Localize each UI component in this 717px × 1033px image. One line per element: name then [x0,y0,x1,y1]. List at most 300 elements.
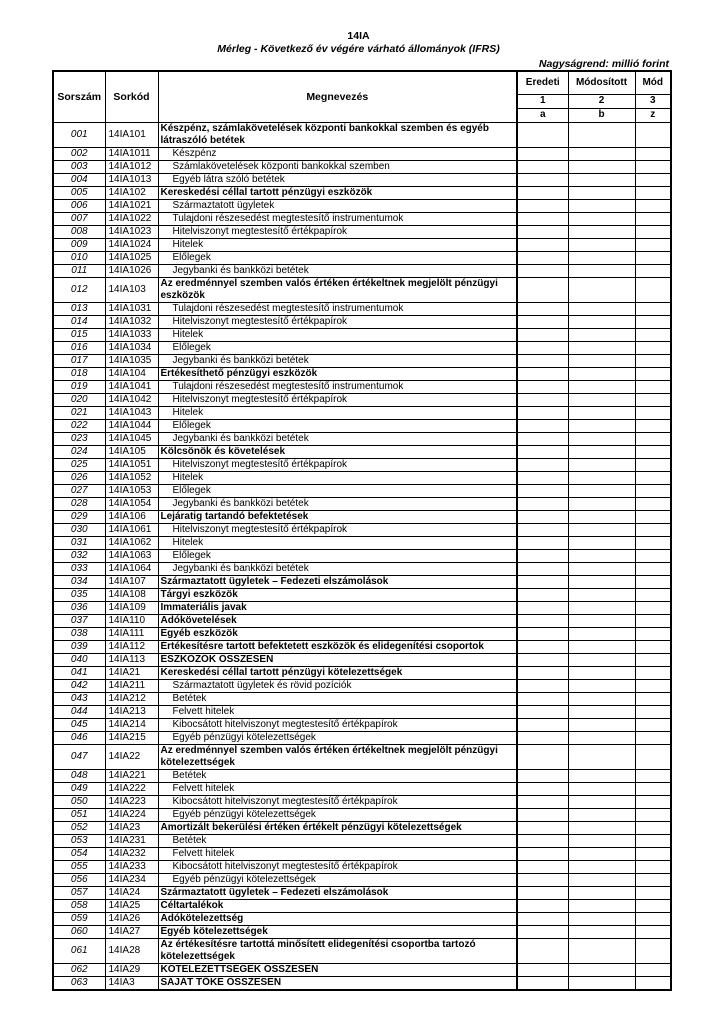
row-eredeti-cell[interactable] [517,667,568,680]
row-modositott-cell[interactable] [568,394,635,407]
header-eredeti: Eredeti [517,71,568,94]
row-mod-cell[interactable] [635,783,671,796]
row-eredeti-cell[interactable] [517,278,568,303]
row-eredeti-cell[interactable] [517,926,568,939]
row-modositott-cell[interactable] [568,654,635,667]
row-megnevezes: Értékesítésre tartott befektetett eszközök és elidegenítési csoportok [158,641,517,654]
row-sorszam: 056 [53,874,105,887]
row-modositott-cell[interactable] [568,213,635,226]
row-sorkod: 14IA1012 [105,161,158,174]
row-mod-cell[interactable] [635,615,671,628]
row-eredeti-cell[interactable] [517,485,568,498]
row-modositott-cell[interactable] [568,848,635,861]
row-eredeti-cell[interactable] [517,420,568,433]
row-megnevezes: Hitelviszonyt megtestesítő értékpapírok [158,316,517,329]
row-sorkod: 14IA1035 [105,355,158,368]
row-sorszam: 059 [53,913,105,926]
row-sorkod: 14IA1053 [105,485,158,498]
row-eredeti-cell[interactable] [517,407,568,420]
row-mod-cell[interactable] [635,394,671,407]
row-sorszam: 007 [53,213,105,226]
table-body [53,123,671,991]
row-sorkod: 14IA113 [105,654,158,667]
row-modositott-cell[interactable] [568,576,635,589]
row-sorkod: 14IA1032 [105,316,158,329]
row-sorszam: 018 [53,368,105,381]
row-sorszam: 052 [53,822,105,835]
row-megnevezes: Előlegek [158,485,517,498]
row-mod-cell[interactable] [635,848,671,861]
row-megnevezes: Származtatott ügyletek – Fedezeti elszámolások [158,576,517,589]
row-mod-cell[interactable] [635,187,671,200]
row-megnevezes: Tulajdoni részesedést megtestesítő instrumentumok [158,303,517,316]
row-modositott-cell[interactable] [568,667,635,680]
row-eredeti-cell[interactable] [517,589,568,602]
table-row [53,407,671,420]
row-mod-cell[interactable] [635,498,671,511]
row-mod-cell[interactable] [635,420,671,433]
row-mod-cell[interactable] [635,174,671,187]
row-modositott-cell[interactable] [568,783,635,796]
row-mod-cell[interactable] [635,641,671,654]
row-sorkod: 14IA103 [105,278,158,303]
row-megnevezes: Céltartalékok [158,900,517,913]
row-sorszam: 038 [53,628,105,641]
row-modositott-cell[interactable] [568,939,635,964]
row-sorkod: 14IA1024 [105,239,158,252]
table-row [53,576,671,589]
row-megnevezes: Hitelviszonyt megtestesítő értékpapírok [158,394,517,407]
row-mod-cell[interactable] [635,550,671,563]
row-eredeti-cell[interactable] [517,265,568,278]
row-modositott-cell[interactable] [568,200,635,213]
row-eredeti-cell[interactable] [517,355,568,368]
row-modositott-cell[interactable] [568,796,635,809]
row-eredeti-cell[interactable] [517,654,568,667]
row-modositott-cell[interactable] [568,252,635,265]
row-sorszam: 020 [53,394,105,407]
row-sorkod: 14IA1064 [105,563,158,576]
row-mod-cell[interactable] [635,809,671,822]
row-sorszam: 010 [53,252,105,265]
table-row [53,524,671,537]
row-eredeti-cell[interactable] [517,641,568,654]
row-sorkod: 14IA1022 [105,213,158,226]
row-modositott-cell[interactable] [568,680,635,693]
balance-table [52,70,672,991]
header-sorkod: Sorkód [105,71,158,123]
row-modositott-cell[interactable] [568,926,635,939]
row-modositott-cell[interactable] [568,485,635,498]
row-mod-cell[interactable] [635,926,671,939]
row-mod-cell[interactable] [635,822,671,835]
row-mod-cell[interactable] [635,265,671,278]
row-modositott-cell[interactable] [568,641,635,654]
row-mod-cell[interactable] [635,719,671,732]
row-modositott-cell[interactable] [568,459,635,472]
row-mod-cell[interactable] [635,835,671,848]
row-eredeti-cell[interactable] [517,342,568,355]
row-eredeti-cell[interactable] [517,745,568,770]
row-eredeti-cell[interactable] [517,900,568,913]
row-mod-cell[interactable] [635,732,671,745]
row-sorszam: 013 [53,303,105,316]
row-sorkod: 14IA104 [105,368,158,381]
row-megnevezes: Egyéb pénzügyi kötelezettségek [158,874,517,887]
row-eredeti-cell[interactable] [517,459,568,472]
row-modositott-cell[interactable] [568,148,635,161]
table-row [53,887,671,900]
row-sorkod: 14IA105 [105,446,158,459]
row-megnevezes: Tulajdoni részesedést megtestesítő instrumentumok [158,213,517,226]
row-modositott-cell[interactable] [568,770,635,783]
row-modositott-cell[interactable] [568,835,635,848]
table-row [53,615,671,628]
row-modositott-cell[interactable] [568,615,635,628]
row-megnevezes: Egyéb eszközök [158,628,517,641]
table-row [53,252,671,265]
row-mod-cell[interactable] [635,524,671,537]
row-mod-cell[interactable] [635,563,671,576]
row-sorszam: 055 [53,861,105,874]
table-row [53,706,671,719]
row-modositott-cell[interactable] [568,407,635,420]
row-mod-cell[interactable] [635,654,671,667]
row-mod-cell[interactable] [635,706,671,719]
table-row [53,161,671,174]
row-eredeti-cell[interactable] [517,368,568,381]
table-row [53,783,671,796]
row-sorszam: 060 [53,926,105,939]
row-mod-cell[interactable] [635,368,671,381]
row-modositott-cell[interactable] [568,524,635,537]
table-row [53,796,671,809]
row-mod-cell[interactable] [635,342,671,355]
table-row [53,355,671,368]
row-eredeti-cell[interactable] [517,835,568,848]
table-row [53,693,671,706]
report-code: 14IA [347,30,370,42]
row-modositott-cell[interactable] [568,278,635,303]
row-modositott-cell[interactable] [568,161,635,174]
table-row [53,239,671,252]
row-mod-cell[interactable] [635,964,671,977]
row-modositott-cell[interactable] [568,226,635,239]
row-eredeti-cell[interactable] [517,602,568,615]
row-sorkod: 14IA24 [105,887,158,900]
table-row [53,848,671,861]
row-mod-cell[interactable] [635,433,671,446]
row-mod-cell[interactable] [635,602,671,615]
row-mod-cell[interactable] [635,407,671,420]
row-modositott-cell[interactable] [568,732,635,745]
row-mod-cell[interactable] [635,329,671,342]
row-mod-cell[interactable] [635,226,671,239]
row-eredeti-cell[interactable] [517,563,568,576]
row-sorkod: 14IA112 [105,641,158,654]
table-row [53,200,671,213]
row-eredeti-cell[interactable] [517,433,568,446]
row-megnevezes: Kereskedési céllal tartott pénzügyi eszközök [158,187,517,200]
row-eredeti-cell[interactable] [517,628,568,641]
row-eredeti-cell[interactable] [517,848,568,861]
row-mod-cell[interactable] [635,537,671,550]
row-eredeti-cell[interactable] [517,887,568,900]
row-modositott-cell[interactable] [568,472,635,485]
row-eredeti-cell[interactable] [517,303,568,316]
row-mod-cell[interactable] [635,745,671,770]
row-sorszam: 048 [53,770,105,783]
row-mod-cell[interactable] [635,355,671,368]
row-eredeti-cell[interactable] [517,200,568,213]
row-megnevezes: SAJÁT TŐKE ÖSSZESEN [158,977,517,991]
row-eredeti-cell[interactable] [517,796,568,809]
row-megnevezes: Felvett hitelek [158,706,517,719]
row-mod-cell[interactable] [635,213,671,226]
row-modositott-cell[interactable] [568,537,635,550]
row-eredeti-cell[interactable] [517,394,568,407]
row-eredeti-cell[interactable] [517,252,568,265]
row-modositott-cell[interactable] [568,822,635,835]
row-modositott-cell[interactable] [568,498,635,511]
row-sorszam: 033 [53,563,105,576]
row-modositott-cell[interactable] [568,913,635,926]
row-eredeti-cell[interactable] [517,693,568,706]
row-modositott-cell[interactable] [568,420,635,433]
row-sorkod: 14IA1023 [105,226,158,239]
row-modositott-cell[interactable] [568,874,635,887]
row-modositott-cell[interactable] [568,719,635,732]
row-mod-cell[interactable] [635,576,671,589]
row-eredeti-cell[interactable] [517,239,568,252]
row-mod-cell[interactable] [635,900,671,913]
row-megnevezes: Hitelviszonyt megtestesítő értékpapírok [158,459,517,472]
row-modositott-cell[interactable] [568,809,635,822]
row-mod-cell[interactable] [635,446,671,459]
row-eredeti-cell[interactable] [517,706,568,719]
row-eredeti-cell[interactable] [517,316,568,329]
row-eredeti-cell[interactable] [517,226,568,239]
row-sorkod: 14IA28 [105,939,158,964]
row-megnevezes: Számlakövetelések központi bankokkal szemben [158,161,517,174]
row-modositott-cell[interactable] [568,706,635,719]
row-mod-cell[interactable] [635,485,671,498]
row-eredeti-cell[interactable] [517,939,568,964]
row-megnevezes: KÖTELEZETTSÉGEK ÖSSZESEN [158,964,517,977]
row-sorszam: 004 [53,174,105,187]
row-megnevezes: ESZKÖZÖK ÖSSZESEN [158,654,517,667]
row-modositott-cell[interactable] [568,381,635,394]
row-mod-cell[interactable] [635,303,671,316]
row-sorszam: 028 [53,498,105,511]
header-num-3: 3 [635,94,671,108]
row-modositott-cell[interactable] [568,342,635,355]
row-eredeti-cell[interactable] [517,822,568,835]
row-sorkod: 14IA1062 [105,537,158,550]
row-sorszam: 035 [53,589,105,602]
row-modositott-cell[interactable] [568,628,635,641]
table-row [53,654,671,667]
row-eredeti-cell[interactable] [517,174,568,187]
table-row [53,977,671,991]
row-mod-cell[interactable] [635,381,671,394]
row-eredeti-cell[interactable] [517,783,568,796]
row-sorkod: 14IA224 [105,809,158,822]
row-modositott-cell[interactable] [568,745,635,770]
row-mod-cell[interactable] [635,887,671,900]
row-mod-cell[interactable] [635,861,671,874]
row-megnevezes: Előlegek [158,420,517,433]
row-megnevezes: Betétek [158,770,517,783]
row-modositott-cell[interactable] [568,602,635,615]
row-megnevezes: Készpénz [158,148,517,161]
row-mod-cell[interactable] [635,511,671,524]
row-sorkod: 14IA27 [105,926,158,939]
row-eredeti-cell[interactable] [517,213,568,226]
row-eredeti-cell[interactable] [517,719,568,732]
row-modositott-cell[interactable] [568,433,635,446]
row-sorszam: 023 [53,433,105,446]
row-sorszam: 025 [53,459,105,472]
header-num-2: 2 [568,94,635,108]
row-mod-cell[interactable] [635,472,671,485]
row-modositott-cell[interactable] [568,964,635,977]
row-eredeti-cell[interactable] [517,680,568,693]
row-mod-cell[interactable] [635,667,671,680]
row-eredeti-cell[interactable] [517,187,568,200]
table-row [53,123,671,148]
row-eredeti-cell[interactable] [517,161,568,174]
row-eredeti-cell[interactable] [517,537,568,550]
row-sorkod: 14IA107 [105,576,158,589]
row-modositott-cell[interactable] [568,316,635,329]
table-row [53,719,671,732]
row-sorkod: 14IA231 [105,835,158,848]
row-megnevezes: Felvett hitelek [158,848,517,861]
row-mod-cell[interactable] [635,680,671,693]
row-sorkod: 14IA22 [105,745,158,770]
table-row [53,303,671,316]
row-eredeti-cell[interactable] [517,861,568,874]
row-eredeti-cell[interactable] [517,446,568,459]
row-modositott-cell[interactable] [568,446,635,459]
row-mod-cell[interactable] [635,874,671,887]
row-mod-cell[interactable] [635,589,671,602]
row-eredeti-cell[interactable] [517,524,568,537]
row-mod-cell[interactable] [635,796,671,809]
row-modositott-cell[interactable] [568,977,635,991]
row-sorkod: 14IA1021 [105,200,158,213]
table-row [53,641,671,654]
row-eredeti-cell[interactable] [517,381,568,394]
row-modositott-cell[interactable] [568,303,635,316]
row-sorkod: 14IA1051 [105,459,158,472]
table-row [53,433,671,446]
row-sorkod: 14IA211 [105,680,158,693]
row-modositott-cell[interactable] [568,563,635,576]
row-eredeti-cell[interactable] [517,964,568,977]
row-sorszam: 034 [53,576,105,589]
row-eredeti-cell[interactable] [517,148,568,161]
row-modositott-cell[interactable] [568,589,635,602]
row-mod-cell[interactable] [635,770,671,783]
row-mod-cell[interactable] [635,628,671,641]
row-sorszam: 015 [53,329,105,342]
row-eredeti-cell[interactable] [517,913,568,926]
row-eredeti-cell[interactable] [517,472,568,485]
row-modositott-cell[interactable] [568,511,635,524]
row-eredeti-cell[interactable] [517,550,568,563]
row-sorkod: 14IA221 [105,770,158,783]
row-mod-cell[interactable] [635,123,671,148]
row-eredeti-cell[interactable] [517,770,568,783]
header-megnevezes: Megnevezés [158,71,517,123]
row-modositott-cell[interactable] [568,550,635,563]
row-modositott-cell[interactable] [568,693,635,706]
row-eredeti-cell[interactable] [517,615,568,628]
row-modositott-cell[interactable] [568,265,635,278]
row-mod-cell[interactable] [635,161,671,174]
table-row [53,459,671,472]
row-eredeti-cell[interactable] [517,576,568,589]
row-eredeti-cell[interactable] [517,809,568,822]
row-megnevezes: Egyéb látra szóló betétek [158,174,517,187]
row-mod-cell[interactable] [635,693,671,706]
row-megnevezes: Hitelek [158,407,517,420]
row-eredeti-cell[interactable] [517,977,568,991]
row-mod-cell[interactable] [635,239,671,252]
row-eredeti-cell[interactable] [517,732,568,745]
table-row [53,900,671,913]
row-eredeti-cell[interactable] [517,123,568,148]
row-megnevezes: Kereskedési céllal tartott pénzügyi kötelezettségek [158,667,517,680]
table-row [53,368,671,381]
row-mod-cell[interactable] [635,278,671,303]
row-mod-cell[interactable] [635,252,671,265]
row-eredeti-cell[interactable] [517,498,568,511]
row-modositott-cell[interactable] [568,355,635,368]
row-mod-cell[interactable] [635,459,671,472]
row-modositott-cell[interactable] [568,861,635,874]
row-sorszam: 021 [53,407,105,420]
row-modositott-cell[interactable] [568,174,635,187]
row-modositott-cell[interactable] [568,123,635,148]
row-sorkod: 14IA102 [105,187,158,200]
row-mod-cell[interactable] [635,316,671,329]
row-sorkod: 14IA108 [105,589,158,602]
row-modositott-cell[interactable] [568,368,635,381]
row-modositott-cell[interactable] [568,887,635,900]
table-row [53,498,671,511]
row-mod-cell[interactable] [635,913,671,926]
table-row [53,278,671,303]
row-eredeti-cell[interactable] [517,874,568,887]
row-mod-cell[interactable] [635,200,671,213]
row-mod-cell[interactable] [635,977,671,991]
header-num-1: 1 [517,94,568,108]
row-modositott-cell[interactable] [568,900,635,913]
row-eredeti-cell[interactable] [517,511,568,524]
row-sorkod: 14IA213 [105,706,158,719]
row-sorkod: 14IA23 [105,822,158,835]
row-mod-cell[interactable] [635,939,671,964]
row-modositott-cell[interactable] [568,187,635,200]
row-mod-cell[interactable] [635,148,671,161]
row-modositott-cell[interactable] [568,239,635,252]
row-eredeti-cell[interactable] [517,329,568,342]
row-sorkod: 14IA223 [105,796,158,809]
row-modositott-cell[interactable] [568,329,635,342]
